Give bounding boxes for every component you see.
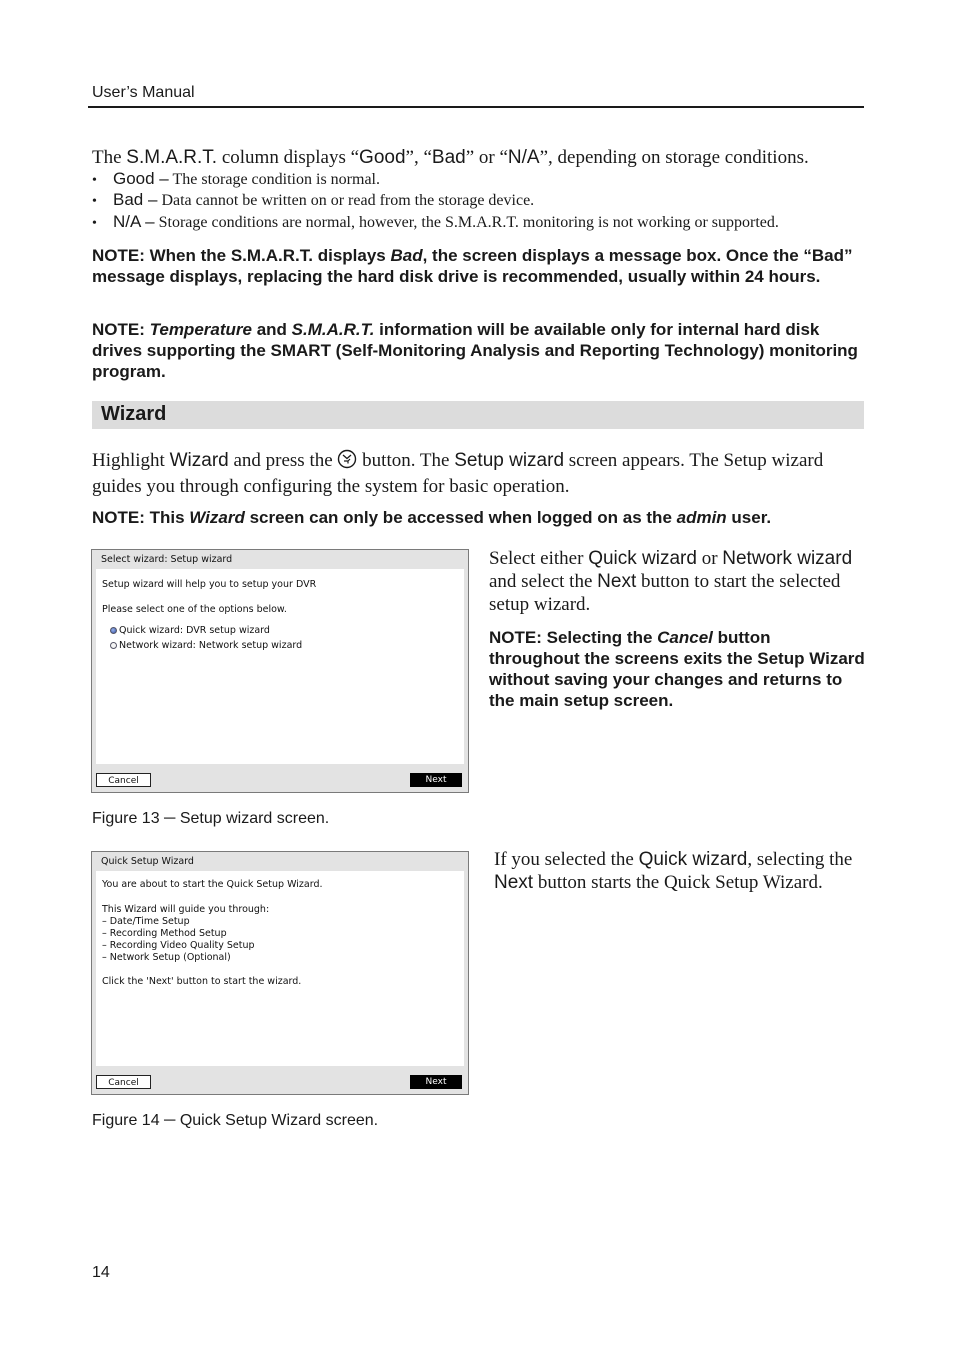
bullet-good: • Good – The storage condition is normal. [92,169,380,188]
screen-text: Setup wizard will help you to setup your DVR [102,579,317,590]
note-temperature-smart: NOTE: Temperature and S.M.A.R.T. information will be available only for internal hard disk drives supporting the SMART (Self-Monitoring Analysis and Reporting Technology) monitoring program. [92,320,858,381]
figure-caption: Figure 13 ─ Setup wizard screen. [92,810,330,827]
screen-text: This Wizard will guide you through: [102,904,270,915]
select-wizard-paragraph: Select either Quick wizard or Network wizard and select the Next button to start the selected setup wizard. [489,548,853,615]
radio-selected-icon[interactable] [110,627,117,634]
radio-unselected-icon[interactable] [110,642,117,649]
quick-wizard-paragraph: If you selected the Quick wizard, selecting the Next button starts the Quick Setup Wizard. [494,849,853,893]
next-button[interactable]: Next [410,773,462,787]
next-button[interactable]: Next [410,1075,462,1089]
screen-panel [96,871,464,1066]
setup-wizard-screen [91,549,469,793]
screen-text: You are about to start the Quick Setup Wizard. [102,879,323,890]
quick-wizard-option[interactable]: Quick wizard: DVR setup wizard [110,625,270,636]
bullet-na: • N/A – Storage conditions are normal, however, the S.M.A.R.T. monitoring is not working or supported. [92,212,779,231]
running-header: User’s Manual [92,84,195,101]
note-smart-bad: NOTE: When the S.M.A.R.T. displays Bad, the screen displays a message box. Once the “Bad” message displays, replacing the hard disk drive is recommended, usually within 24 hours. [92,246,853,286]
network-wizard-option[interactable]: Network wizard: Network setup wizard [110,640,302,651]
header-rule [88,106,864,108]
screen-panel [96,569,464,764]
cancel-button[interactable]: Cancel [96,1075,151,1089]
list-item: – Date/Time Setup [102,916,190,927]
screen-title: Quick Setup Wizard [101,856,194,867]
cancel-button[interactable]: Cancel [96,773,151,787]
figure-caption: Figure 14 ─ Quick Setup Wizard screen. [92,1112,379,1129]
screen-title: Select wizard: Setup wizard [101,554,233,565]
enter-button-icon [337,449,357,475]
wizard-intro-paragraph: Highlight Wizard and press the button. The Setup wizard screen appears. The Setup wizard guides you through configuring the system for basic operation. [92,450,824,497]
quick-setup-wizard-screen [91,851,469,1095]
smart-intro-paragraph: The S.M.A.R.T. column displays “Good”, “Bad” or “N/A”, depending on storage conditions. [92,147,809,168]
note-cancel: NOTE: Selecting the Cancel button throughout the screens exits the Setup Wizard without saving your changes and returns to the main setup screen. [489,628,865,710]
section-bar [92,401,864,429]
bullet-mark: • [92,216,97,231]
screen-text: Please select one of the options below. [102,604,287,615]
bullet-mark: • [92,173,97,188]
screen-text: Click the 'Next' button to start the wizard. [102,976,302,987]
note-admin-only: NOTE: This Wizard screen can only be accessed when logged on as the admin user. [92,508,772,527]
section-heading-wizard: Wizard [101,403,167,425]
bullet-mark: • [92,194,97,209]
bullet-bad: • Bad – Data cannot be written on or read from the storage device. [92,190,535,209]
list-item: – Recording Method Setup [102,928,227,939]
list-item: – Recording Video Quality Setup [102,940,255,951]
list-item: – Network Setup (Optional) [102,952,231,963]
page-number: 14 [92,1264,110,1281]
